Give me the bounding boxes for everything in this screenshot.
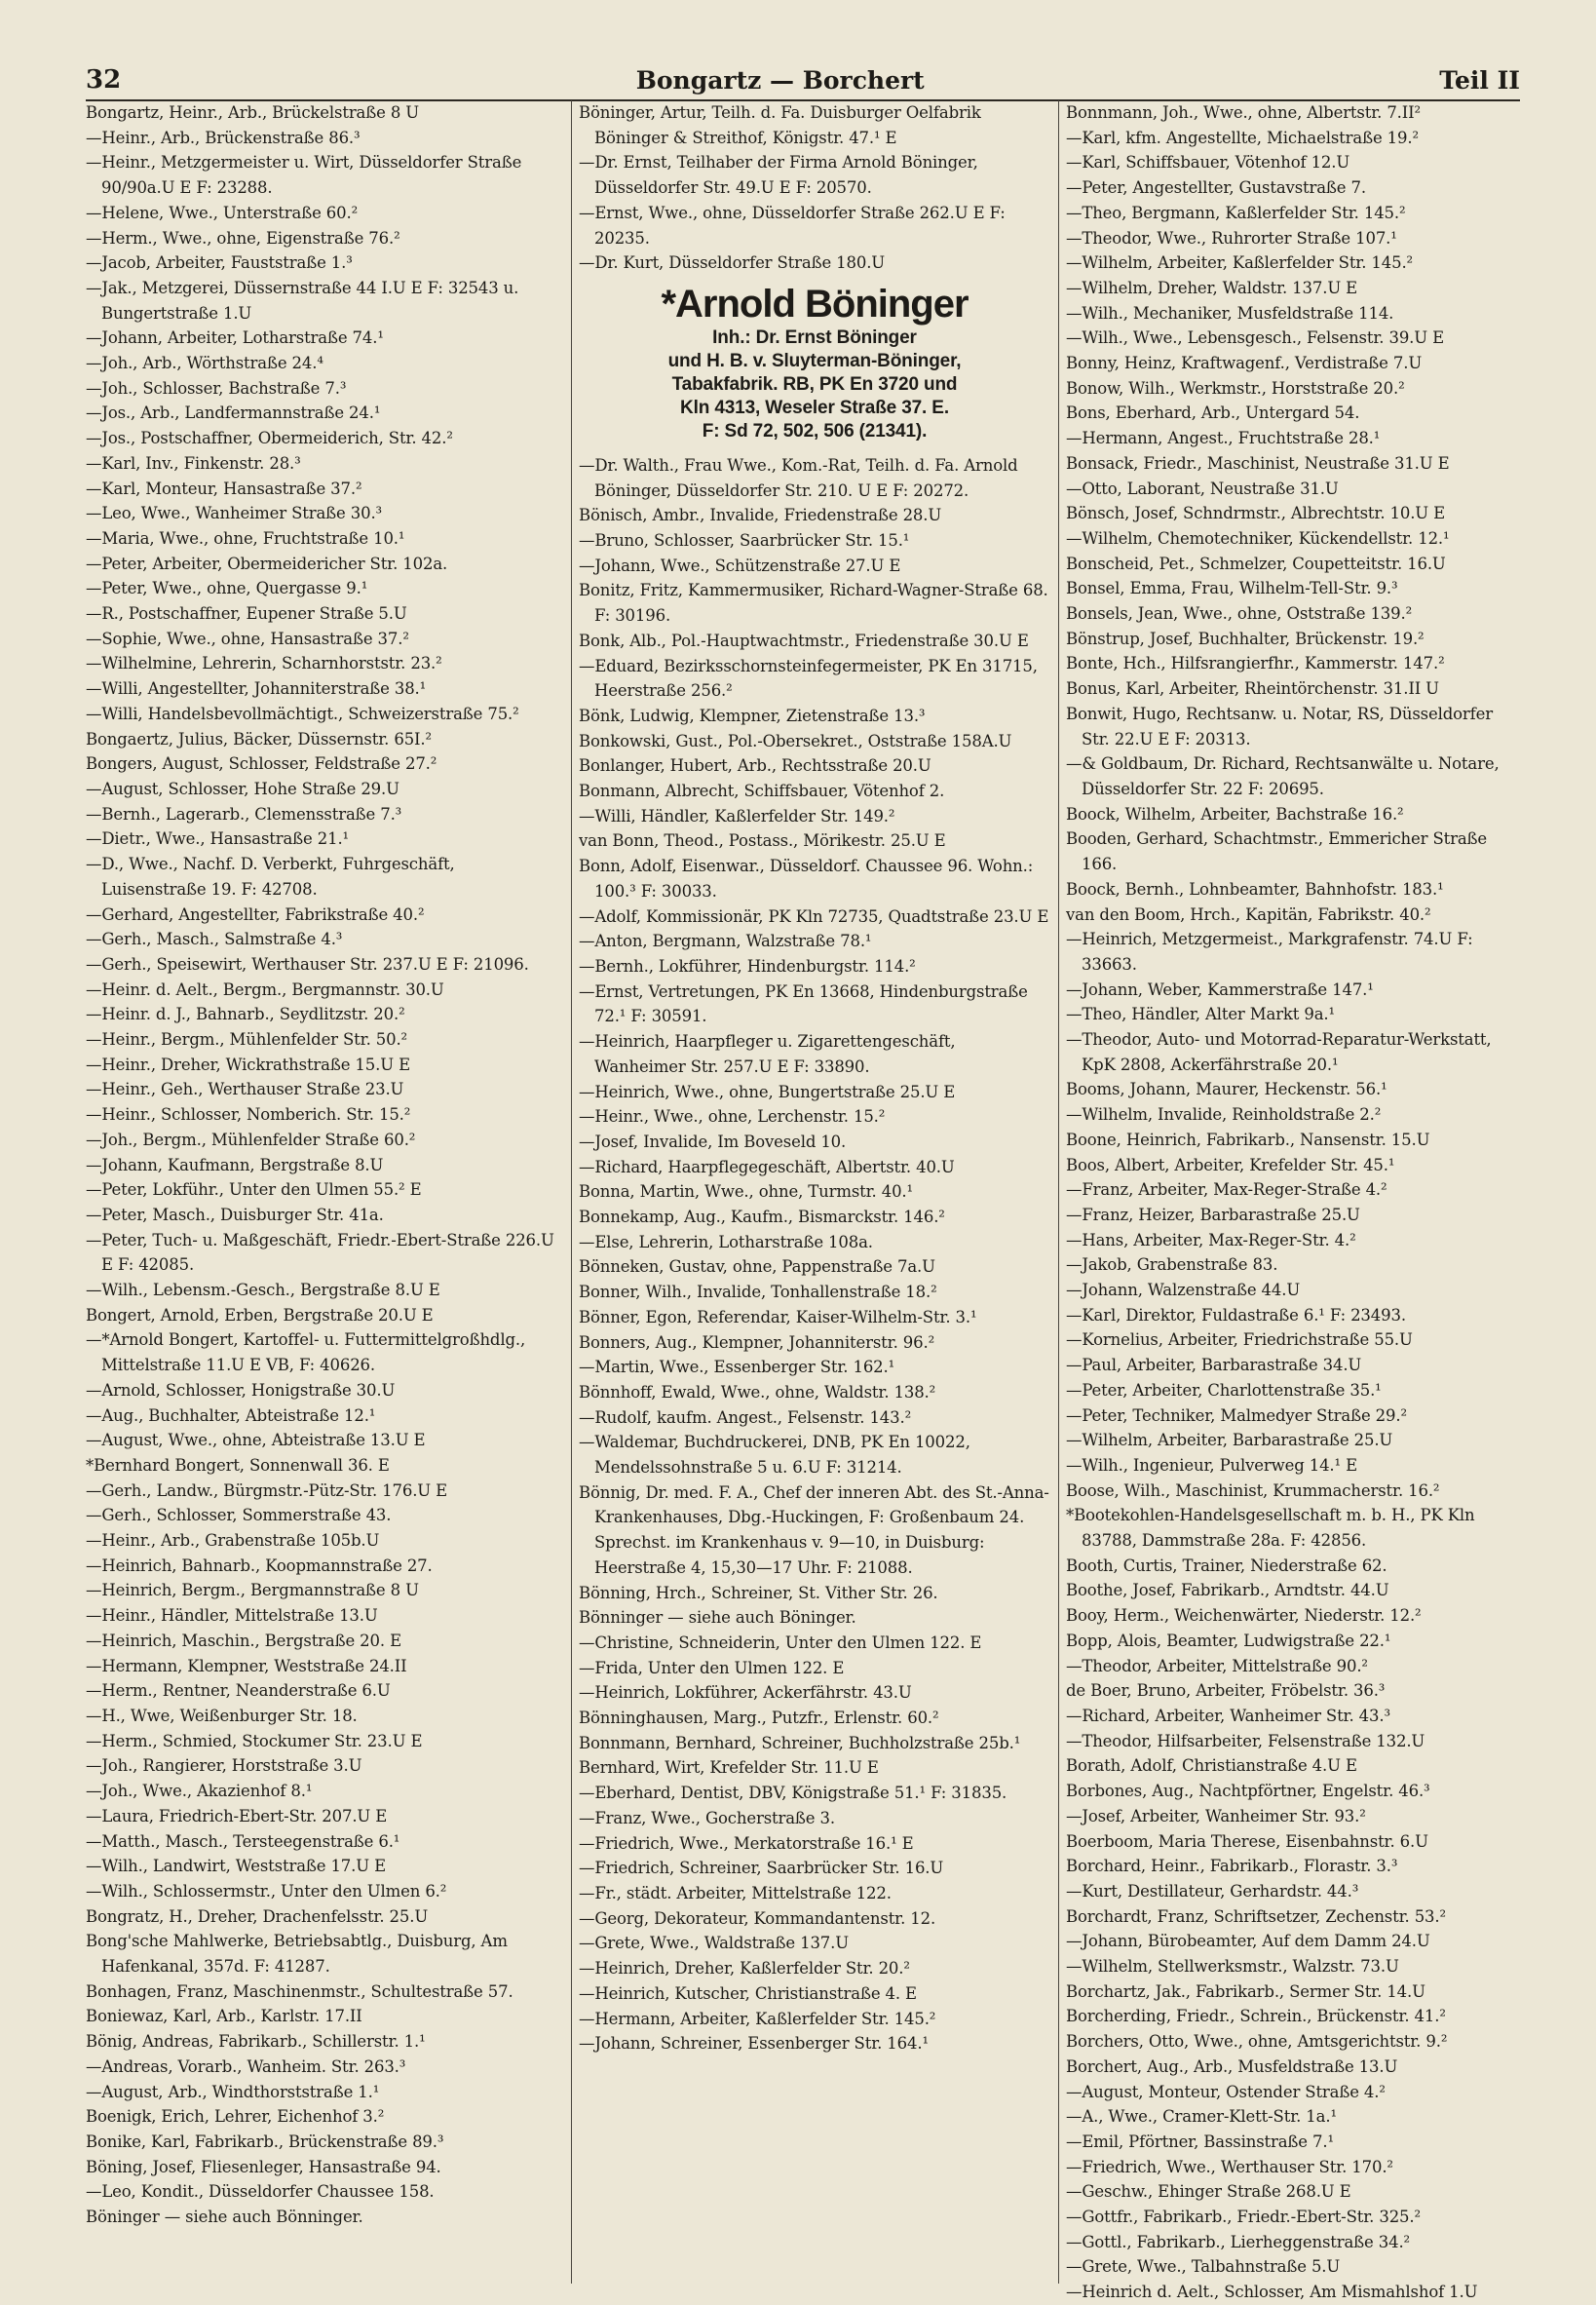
directory-entry: —Franz, Wwe., Gocherstraße 3. <box>579 1808 835 1827</box>
directory-entry: —Heinr., Schlosser, Nomberich. Str. 15.² <box>86 1105 411 1125</box>
directory-entry: Bönnhoff, Ewald, Wwe., ohne, Waldstr. 138.² <box>579 1382 936 1402</box>
directory-entry: —Peter, Wwe., ohne, Quergasse 9.¹ <box>86 579 368 598</box>
directory-entry: —Sophie, Wwe., ohne, Hansastraße 37.² <box>86 629 409 648</box>
directory-entry: —*Arnold Bongert, Kartoffel- u. Futtermittelgroßhdlg., Mittelstraße 11.U E VB, F: 40626. <box>86 1330 526 1375</box>
directory-entry: Bonow, Wilh., Werkmstr., Horststraße 20.² <box>1066 378 1405 398</box>
directory-entry: —Rudolf, kaufm. Angest., Felsenstr. 143.² <box>579 1407 912 1427</box>
directory-entry: Bonners, Aug., Klempner, Johanniterstr. 96.² <box>579 1332 935 1352</box>
directory-entry: *Bernhard Bongert, Sonnenwall 36. E <box>86 1455 390 1475</box>
directory-entry: Bonn, Adolf, Eisenwar., Düsseldorf. Chaussee 96. Wohn.: 100.³ F: 30033. <box>579 857 1034 901</box>
directory-entry: Borchard, Heinr., Fabrikarb., Florastr. 3.³ <box>1066 1857 1398 1876</box>
directory-entry: —Karl, Direktor, Fuldastraße 6.¹ F: 23493. <box>1066 1305 1406 1325</box>
directory-entry: —Theo, Bergmann, Kaßlerfelder Str. 145.² <box>1066 203 1406 222</box>
directory-entry: —Jos., Arb., Landfermannstraße 24.¹ <box>86 403 381 423</box>
directory-entry: —Kornelius, Arbeiter, Friedrichstraße 55.U <box>1066 1330 1413 1350</box>
directory-entry: —Paul, Arbeiter, Barbarastraße 34.U <box>1066 1356 1362 1375</box>
directory-entry: —Gerh., Landw., Bürgmstr.-Pütz-Str. 176.U E <box>86 1480 448 1500</box>
directory-entry: Bonsels, Jean, Wwe., ohne, Oststraße 139.² <box>1066 604 1413 624</box>
directory-entry: —Joh., Schlosser, Bachstraße 7.³ <box>86 378 347 398</box>
advertisement-line: Tabakfabrik. RB, PK En 3720 und <box>671 373 958 395</box>
directory-entry: Bongert, Arnold, Erben, Bergstraße 20.U E <box>86 1305 434 1325</box>
directory-entry: Bonwit, Hugo, Rechtsanw. u. Notar, RS, Düsseldorfer Str. 22.U E F: 20313. <box>1066 704 1493 749</box>
page-number: 32 <box>86 65 122 95</box>
directory-entry: —Johann, Schreiner, Essenberger Str. 164.¹ <box>579 2034 929 2054</box>
directory-entry: Bongaertz, Julius, Bäcker, Düssernstr. 65I.² <box>86 729 432 749</box>
directory-entry: —Gerh., Masch., Salmstraße 4.³ <box>86 930 343 949</box>
directory-entry: —Heinr., Dreher, Wickrathstraße 15.U E <box>86 1055 410 1074</box>
directory-entry: *Bootekohlen-Handelsgesellschaft m. b. H., PK Kln 83788, Dammstraße 28a. F: 42856. <box>1066 1506 1475 1551</box>
directory-entry: —Richard, Arbeiter, Wanheimer Str. 43.³ <box>1066 1707 1390 1725</box>
directory-entry: —Fr., städt. Arbeiter, Mittelstraße 122. <box>579 1884 892 1902</box>
directory-entry: Borchert, Aug., Arb., Musfeldstraße 13.U <box>1066 2056 1398 2076</box>
directory-entry: Bonitz, Fritz, Kammermusiker, Richard-Wagner-Straße 68. F: 30196. <box>579 581 1048 626</box>
directory-entry: Bong'sche Mahlwerke, Betriebsabtlg., Duisburg, Am Hafenkanal, 357d. F: 41287. <box>86 1932 508 1977</box>
directory-entry: —Heinr. d. Aelt., Bergm., Bergmannstr. 30.U <box>86 980 444 999</box>
directory-entry: Bönsch, Josef, Schndrmstr., Albrechtstr. 10.U E <box>1066 504 1446 523</box>
directory-entry: —Johann, Arbeiter, Lotharstraße 74.¹ <box>86 328 384 348</box>
directory-entry: Borcherding, Friedr., Schrein., Brückenstr. 41.² <box>1066 2007 1446 2026</box>
directory-entry: Boose, Wilh., Maschinist, Krummacherstr. 16.² <box>1066 1480 1440 1500</box>
directory-entry: —Willi, Handelsbevollmächtigt., Schweizerstraße 75.² <box>86 704 519 723</box>
directory-entry: Boothe, Josef, Fabrikarb., Arndtstr. 44.U <box>1066 1581 1389 1600</box>
directory-entry: —Dr. Kurt, Düsseldorfer Straße 180.U <box>579 253 886 273</box>
page-title: Bongartz — Borchert <box>635 65 925 95</box>
directory-entry: —Herm., Wwe., ohne, Eigenstraße 76.² <box>86 228 400 248</box>
directory-entry: —Heinrich, Dreher, Kaßlerfelder Str. 20.² <box>579 1959 910 1978</box>
directory-entry: Böninger — siehe auch Bönninger. <box>86 2208 363 2227</box>
directory-entry: —Aug., Buchhalter, Abteistraße 12.¹ <box>86 1405 376 1425</box>
directory-entry: Bonus, Karl, Arbeiter, Rheintörchenstr. 31.II U <box>1066 679 1439 699</box>
directory-entry: —Peter, Masch., Duisburger Str. 41a. <box>86 1205 384 1224</box>
directory-entry: —Peter, Angestellter, Gustavstraße 7. <box>1066 178 1366 198</box>
column-left <box>86 100 563 2284</box>
directory-entry: —Heinr., Arb., Brückenstraße 86.³ <box>86 128 361 147</box>
directory-entry: —Heinrich, Bergm., Bergmannstraße 8 U <box>86 1581 419 1600</box>
directory-entry: —Franz, Arbeiter, Max-Reger-Straße 4.² <box>1066 1180 1387 1200</box>
directory-entry: —A., Wwe., Cramer-Klett-Str. 1a.¹ <box>1066 2107 1337 2127</box>
directory-entry: —Grete, Wwe., Waldstraße 137.U <box>579 1934 849 1953</box>
directory-entry: —Theodor, Auto- und Motorrad-Reparatur-Werkstatt, KpK 2808, Ackerfährstraße 20.¹ <box>1066 1030 1492 1074</box>
directory-entry: —Wilh., Mechaniker, Musfeldstraße 114. <box>1066 303 1394 323</box>
directory-entry: —Theodor, Hilfsarbeiter, Felsenstraße 132.U <box>1066 1731 1425 1750</box>
section-label: Teil II <box>1439 65 1520 95</box>
directory-entry: —Heinr. d. J., Bahnarb., Seydlitzstr. 20.² <box>86 1005 405 1024</box>
directory-entry: —Theodor, Wwe., Ruhrorter Straße 107.¹ <box>1066 228 1397 248</box>
directory-entry: —Adolf, Kommissionär, PK Kln 72735, Quadtstraße 23.U E <box>579 906 1049 926</box>
directory-entry: de Boer, Bruno, Arbeiter, Fröbelstr. 36.³ <box>1066 1681 1386 1701</box>
directory-entry: —Peter, Tuch- u. Maßgeschäft, Friedr.-Ebert-Straße 226.U E F: 42085. <box>86 1230 554 1275</box>
directory-entry: —Hermann, Klempner, Weststraße 24.II <box>86 1656 407 1675</box>
directory-entry: —Heinrich, Haarpfleger u. Zigarettengeschäft, Wanheimer Str. 257.U E F: 33890. <box>579 1032 956 1076</box>
directory-entry: —Laura, Friedrich-Ebert-Str. 207.U E <box>86 1806 388 1825</box>
directory-entry: —Wilhelm, Stellwerksmstr., Walzstr. 73.U <box>1066 1957 1399 1977</box>
advertisement-line: F: Sd 72, 502, 506 (21341). <box>702 420 928 442</box>
directory-entry: —August, Schlosser, Hohe Straße 29.U <box>86 779 399 798</box>
directory-entry: —Josef, Invalide, Im Boveseld 10. <box>579 1132 847 1151</box>
directory-entry: —Gottfr., Fabrikarb., Friedr.-Ebert-Str. 325.² <box>1066 2208 1421 2227</box>
entry-columns <box>86 100 1518 2302</box>
directory-entry: —Helene, Wwe., Unterstraße 60.² <box>86 203 359 222</box>
directory-entry: —Otto, Laborant, Neustraße 31.U <box>1066 479 1339 498</box>
page-header <box>86 60 1520 101</box>
directory-entry: —Karl, Inv., Finkenstr. 28.³ <box>86 453 301 473</box>
directory-entry: Boone, Heinrich, Fabrikarb., Nansenstr. 15.U <box>1066 1130 1430 1149</box>
directory-entry: Bons, Eberhard, Arb., Untergard 54. <box>1066 403 1360 423</box>
directory-entry: Bönninghausen, Marg., Putzfr., Erlenstr. 60.² <box>579 1709 939 1728</box>
directory-entry: Bonmann, Albrecht, Schiffsbauer, Vötenhof 2. <box>579 782 945 801</box>
directory-entry: Bönig, Andreas, Fabrikarb., Schillerstr. 1.¹ <box>86 2032 426 2052</box>
directory-entry: —Andreas, Vorarb., Wanheim. Str. 263.³ <box>86 2056 406 2076</box>
directory-entry: Booden, Gerhard, Schachtmstr., Emmericher Straße 166. <box>1066 829 1488 874</box>
directory-entry: —Jak., Metzgerei, Düssernstraße 44 I.U E F: 32543 u. Bungertstraße 1.U <box>86 278 519 323</box>
directory-entry: —Heinr., Bergm., Mühlenfelder Str. 50.² <box>86 1030 408 1050</box>
directory-entry: —Heinr., Wwe., ohne, Lerchenstr. 15.² <box>579 1107 886 1127</box>
directory-entry: —Johann, Weber, Kammerstraße 147.¹ <box>1066 980 1374 999</box>
directory-entry: —Wilh., Wwe., Lebensgesch., Felsenstr. 39.U E <box>1066 328 1445 348</box>
directory-entry: —Peter, Techniker, Malmedyer Straße 29.² <box>1066 1405 1407 1425</box>
directory-entry: —Waldemar, Buchdruckerei, DNB, PK En 10022, Mendelssohnstraße 5 u. 6.U F: 31214. <box>579 1433 970 1478</box>
directory-entry: Borchardt, Franz, Schriftsetzer, Zechenstr. 53.² <box>1066 1906 1446 1926</box>
directory-entry: —Christine, Schneiderin, Unter den Ulmen 122. E <box>579 1633 982 1652</box>
directory-entry: Bongartz, Heinr., Arb., Brückelstraße 8 U <box>86 103 420 122</box>
directory-entry: —Dr. Ernst, Teilhaber der Firma Arnold Böninger, Düsseldorfer Str. 49.U E F: 20570. <box>579 153 978 198</box>
directory-entry: Booms, Johann, Maurer, Heckenstr. 56.¹ <box>1066 1080 1387 1099</box>
directory-entry: —Matth., Masch., Tersteegenstraße 6.¹ <box>86 1831 400 1851</box>
directory-entry: Boenigk, Erich, Lehrer, Eichenhof 3.² <box>86 2107 385 2127</box>
directory-entry: —Theo, Händler, Alter Markt 9a.¹ <box>1066 1005 1335 1024</box>
directory-entry: Bonlanger, Hubert, Arb., Rechtsstraße 20.U <box>579 756 931 776</box>
directory-entry: —Peter, Arbeiter, Charlottenstraße 35.¹ <box>1066 1380 1382 1400</box>
directory-entry: —Dr. Walth., Frau Wwe., Kom.-Rat, Teilh. d. Fa. Arnold Böninger, Düsseldorfer Str. 210. U E F: 20272. <box>579 455 1018 500</box>
directory-entry: —Wilhelm, Invalide, Reinholdstraße 2.² <box>1066 1105 1382 1125</box>
directory-entry: Booy, Herm., Weichenwärter, Niederstr. 12.² <box>1066 1606 1422 1626</box>
column-divider <box>1058 100 1059 2284</box>
directory-entry: Bönstrup, Josef, Buchhalter, Brückenstr. 19.² <box>1066 629 1425 648</box>
directory-entry: Bönner, Egon, Referendar, Kaiser-Wilhelm-Str. 3.¹ <box>579 1307 977 1326</box>
directory-entry: Bonkowski, Gust., Pol.-Obersekret., Oststraße 158A.U <box>579 731 1012 750</box>
directory-entry: Borbones, Aug., Nachtpförtner, Engelstr. 46.³ <box>1066 1782 1430 1801</box>
directory-entry: Bönisch, Ambr., Invalide, Friedenstraße 28.U <box>579 506 942 525</box>
column-right <box>1066 100 1518 2302</box>
directory-entry: Bonike, Karl, Fabrikarb., Brückenstraße 89.³ <box>86 2132 444 2151</box>
directory-entry: —Bernh., Lokführer, Hindenburgstr. 114.² <box>579 956 916 976</box>
directory-entry: —August, Arb., Windthorststraße 1.¹ <box>86 2082 380 2101</box>
directory-entry: —Eberhard, Dentist, DBV, Königstraße 51.¹ F: 31835. <box>579 1784 1007 1803</box>
directory-entry: —Heinr., Metzgermeister u. Wirt, Düsseldorfer Straße 90/90a.U E F: 23288. <box>86 153 522 198</box>
directory-entry: Bonnekamp, Aug., Kaufm., Bismarckstr. 146.² <box>579 1208 945 1227</box>
directory-entry: —Richard, Haarpflegegeschäft, Albertstr. 40.U <box>579 1157 955 1176</box>
directory-entry: —Heinr., Geh., Werthauser Straße 23.U <box>86 1080 404 1099</box>
directory-entry: —Maria, Wwe., ohne, Fruchtstraße 10.¹ <box>86 528 405 548</box>
directory-entry: —Anton, Bergmann, Walzstraße 78.¹ <box>579 932 872 951</box>
directory-entry: —Martin, Wwe., Essenberger Str. 162.¹ <box>579 1358 895 1377</box>
directory-entry: —Karl, Schiffsbauer, Vötenhof 12.U <box>1066 153 1350 173</box>
directory-entry: —Johann, Kaufmann, Bergstraße 8.U <box>86 1155 384 1174</box>
directory-entry: —Leo, Wwe., Wanheimer Straße 30.³ <box>86 504 383 523</box>
directory-entry: Bönning, Hrch., Schreiner, St. Vither Str. 26. <box>579 1583 938 1602</box>
directory-entry: —Wilhelm, Arbeiter, Kaßlerfelder Str. 145.² <box>1066 253 1414 273</box>
directory-entry: Bonnmann, Joh., Wwe., ohne, Albertstr. 7.II² <box>1066 103 1421 122</box>
directory-entry: Boniewaz, Karl, Arb., Karlstr. 17.II <box>86 2007 362 2026</box>
directory-entry: —Emil, Pförtner, Bassinstraße 7.¹ <box>1066 2132 1334 2151</box>
directory-entry: —Heinrich, Maschin., Bergstraße 20. E <box>86 1631 401 1650</box>
directory-entry: —Grete, Wwe., Talbahnstraße 5.U <box>1066 2257 1341 2277</box>
column-middle <box>579 100 1050 2284</box>
directory-entry: Bonte, Hch., Hilfsrangierfhr., Kammerstr. 147.² <box>1066 654 1445 673</box>
directory-entry: —Herm., Rentner, Neanderstraße 6.U <box>86 1681 391 1701</box>
directory-entry: —D., Wwe., Nachf. D. Verberkt, Fuhrgeschäft, Luisenstraße 19. F: 42708. <box>86 855 455 899</box>
directory-entry: Bonner, Wilh., Invalide, Tonhallenstraße 18.² <box>579 1283 937 1302</box>
directory-entry: —Friedrich, Wwe., Werthauser Str. 170.² <box>1066 2157 1393 2176</box>
directory-entry: —Eduard, Bezirksschornsteinfegermeister, PK En 31715, Heerstraße 256.² <box>579 656 1038 701</box>
directory-entry: —Karl, kfm. Angestellte, Michaelstraße 19.² <box>1066 128 1419 147</box>
directory-entry: —Jakob, Grabenstraße 83. <box>1066 1255 1278 1275</box>
directory-entry: —Jos., Postschaffner, Obermeiderich, Str. 42.² <box>86 429 453 448</box>
directory-entry: —Joh., Wwe., Akazienhof 8.¹ <box>86 1782 313 1801</box>
directory-entry: —H., Wwe, Weißenburger Str. 18. <box>86 1707 358 1725</box>
directory-entry: —Leo, Kondit., Düsseldorfer Chaussee 158. <box>86 2182 435 2202</box>
directory-entry: Boock, Wilhelm, Arbeiter, Bachstraße 16.² <box>1066 804 1404 824</box>
directory-entry: —Georg, Dekorateur, Kommandantenstr. 12. <box>579 1908 936 1928</box>
directory-entry: —Heinrich, Bahnarb., Koopmannstraße 27. <box>86 1556 433 1575</box>
directory-entry: —Hermann, Angest., Fruchtstraße 28.¹ <box>1066 429 1381 448</box>
directory-entry: Boerboom, Maria Therese, Eisenbahnstr. 6.U <box>1066 1831 1428 1851</box>
directory-entry: —Arnold, Schlosser, Honigstraße 30.U <box>86 1380 396 1400</box>
directory-entry: —Friedrich, Schreiner, Saarbrücker Str. 16.U <box>579 1859 944 1878</box>
directory-entry: —Gottl., Fabrikarb., Lierheggenstraße 34.² <box>1066 2232 1411 2251</box>
directory-entry: —Heinrich, Wwe., ohne, Bungertstraße 25.U E <box>579 1082 956 1101</box>
directory-entry: Bönninger — siehe auch Böninger. <box>579 1608 856 1628</box>
directory-entry: —Gerh., Speisewirt, Werthauser Str. 237.U E F: 21096. <box>86 954 529 974</box>
directory-entry: —Heinr., Händler, Mittelstraße 13.U <box>86 1606 378 1626</box>
directory-entry: —Wilhelm, Arbeiter, Barbarastraße 25.U <box>1066 1431 1393 1450</box>
directory-entry: —Wilh., Landwirt, Weststraße 17.U E <box>86 1857 386 1876</box>
directory-entry: —Franz, Heizer, Barbarastraße 25.U <box>1066 1205 1360 1224</box>
directory-entry: van Bonn, Theod., Postass., Mörikestr. 25.U E <box>579 831 946 851</box>
directory-entry: Borchers, Otto, Wwe., ohne, Amtsgerichtstr. 9.² <box>1066 2032 1448 2052</box>
directory-entry: —Friedrich, Wwe., Merkatorstraße 16.¹ E <box>579 1833 914 1853</box>
advertisement-arnold-boeninger <box>579 282 1050 443</box>
directory-entry: Bongratz, H., Dreher, Drachenfelsstr. 25.U <box>86 1906 429 1926</box>
directory-entry: Bonscheid, Pet., Schmelzer, Coupetteitstr. 16.U <box>1066 554 1446 573</box>
directory-entry: —August, Monteur, Ostender Straße 4.² <box>1066 2082 1386 2101</box>
directory-entry: —Ernst, Vertretungen, PK En 13668, Hindenburgstraße 72.¹ F: 30591. <box>579 981 1028 1026</box>
directory-entry: Bonk, Alb., Pol.-Hauptwachtmstr., Friedenstraße 30.U E <box>579 631 1029 650</box>
directory-entry: Böninger, Artur, Teilh. d. Fa. Duisburger Oelfabrik Böninger & Streithof, Königstr. 47.¹ E <box>579 103 981 147</box>
directory-entry: —Gerh., Schlosser, Sommerstraße 43. <box>86 1506 392 1525</box>
directory-entry: —& Goldbaum, Dr. Richard, Rechtsanwälte u. Notare, Düsseldorfer Str. 22 F: 20695. <box>1066 754 1500 798</box>
directory-entry: —Peter, Arbeiter, Obermeidericher Str. 102a. <box>86 554 448 573</box>
directory-entry: —Bernh., Lagerarb., Clemensstraße 7.³ <box>86 804 402 824</box>
directory-entry: —Joh., Arb., Wörthstraße 24.⁴ <box>86 354 323 373</box>
directory-entry: —Hans, Arbeiter, Max-Reger-Str. 4.² <box>1066 1230 1356 1249</box>
directory-entry: —August, Wwe., ohne, Abteistraße 13.U E <box>86 1431 426 1450</box>
directory-entry: —Hermann, Arbeiter, Kaßlerfelder Str. 145.² <box>579 2009 936 2028</box>
directory-entry: —Gerhard, Angestellter, Fabrikstraße 40.² <box>86 904 425 924</box>
directory-entry: —Bruno, Schlosser, Saarbrücker Str. 15.¹ <box>579 531 910 551</box>
directory-entry: —Wilhelm, Dreher, Waldstr. 137.U E <box>1066 278 1358 297</box>
directory-entry: —Dietr., Wwe., Hansastraße 21.¹ <box>86 829 350 849</box>
directory-entry: Boos, Albert, Arbeiter, Krefelder Str. 45.¹ <box>1066 1155 1395 1174</box>
directory-entry: —R., Postschaffner, Eupener Straße 5.U <box>86 604 407 624</box>
directory-entry: —Wilh., Ingenieur, Pulverweg 14.¹ E <box>1066 1455 1357 1475</box>
directory-entry: —Else, Lehrerin, Lotharstraße 108a. <box>579 1232 873 1251</box>
directory-entry: —Karl, Monteur, Hansastraße 37.² <box>86 479 362 498</box>
directory-entry: Bönnig, Dr. med. F. A., Chef der inneren Abt. des St.-Anna-Krankenhauses, Dbg.-Huckingen, F: Großenbaum 24. Sprechst. im Krankenhaus v. 9—10, in Duisburg: Heerstraße 4, 15,30—17 Uhr. F: 21088. <box>579 1482 1049 1577</box>
directory-entry: —Theodor, Arbeiter, Mittelstraße 90.² <box>1066 1656 1368 1675</box>
directory-entry: —Peter, Lokführ., Unter den Ulmen 55.² E <box>86 1180 422 1200</box>
directory-entry: —Wilh., Schlossermstr., Unter den Ulmen 6.² <box>86 1881 447 1901</box>
directory-entry: —Joh., Bergm., Mühlenfelder Straße 60.² <box>86 1130 416 1149</box>
directory-entry: Bonny, Heinz, Kraftwagenf., Verdistraße 7.U <box>1066 354 1423 373</box>
directory-entry: Bönk, Ludwig, Klempner, Zietenstraße 13.³ <box>579 706 926 725</box>
directory-entry: —Heinrich, Lokführer, Ackerfährstr. 43.U <box>579 1683 912 1703</box>
directory-entry: van den Boom, Hrch., Kapitän, Fabrikstr. 40.² <box>1066 904 1431 924</box>
directory-entry: —Johann, Walzenstraße 44.U <box>1066 1281 1301 1300</box>
directory-entry: —Heinrich d. Aelt., Schlosser, Am Mismahlshof 1.U <box>1066 2283 1478 2302</box>
directory-entry: —Heinrich, Metzgermeist., Markgrafenstr. 74.U F: 33663. <box>1066 930 1473 974</box>
directory-entry: Böning, Josef, Fliesenleger, Hansastraße 94. <box>86 2157 441 2176</box>
column-divider <box>571 100 572 2284</box>
directory-entry: Bonsack, Friedr., Maschinist, Neustraße 31.U E <box>1066 453 1450 473</box>
advertisement-line: und H. B. v. Sluyterman-Böninger, <box>667 350 962 371</box>
directory-entry: —Geschw., Ehinger Straße 268.U E <box>1066 2182 1351 2202</box>
directory-entry: Bongers, August, Schlosser, Feldstraße 27.² <box>86 754 437 774</box>
directory-entry: —Wilhelm, Chemotechniker, Kückendellstr. 12.¹ <box>1066 528 1450 548</box>
directory-entry: Bopp, Alois, Beamter, Ludwigstraße 22.¹ <box>1066 1631 1391 1650</box>
directory-entry: —Kurt, Destillateur, Gerhardstr. 44.³ <box>1066 1881 1359 1901</box>
directory-entry: —Wilhelmine, Lehrerin, Scharnhorststr. 23.² <box>86 654 442 673</box>
advertisement-line: Inh.: Dr. Ernst Böninger <box>712 327 917 348</box>
directory-entry: —Frida, Unter den Ulmen 122. E <box>579 1658 845 1677</box>
directory-entry: Bonhagen, Franz, Maschinenmstr., Schultestraße 57. <box>86 1981 513 2001</box>
directory-entry: Bonsel, Emma, Frau, Wilhelm-Tell-Str. 9.³ <box>1066 579 1398 598</box>
directory-entry: —Josef, Arbeiter, Wanheimer Str. 93.² <box>1066 1806 1366 1825</box>
directory-entry: —Heinrich, Kutscher, Christianstraße 4. E <box>579 1983 917 2003</box>
directory-entry: Borchartz, Jak., Fabrikarb., Sermer Str. 14.U <box>1066 1981 1425 2001</box>
directory-entry: —Heinr., Arb., Grabenstraße 105b.U <box>86 1531 380 1551</box>
directory-entry: Bönneken, Gustav, ohne, Pappenstraße 7a.U <box>579 1257 935 1277</box>
advertisement-title: *Arnold Böninger <box>661 282 969 326</box>
directory-entry: Bonnmann, Bernhard, Schreiner, Buchholzstraße 25b.¹ <box>579 1733 1021 1752</box>
directory-entry: —Jacob, Arbeiter, Fauststraße 1.³ <box>86 253 353 273</box>
directory-entry: —Joh., Rangierer, Horststraße 3.U <box>86 1756 362 1776</box>
directory-entry: —Wilh., Lebensm.-Gesch., Bergstraße 8.U E <box>86 1281 440 1300</box>
directory-entry: —Herm., Schmied, Stockumer Str. 23.U E <box>86 1731 423 1750</box>
directory-entry: —Johann, Bürobeamter, Auf dem Damm 24.U <box>1066 1932 1430 1951</box>
directory-entry: Bernhard, Wirt, Krefelder Str. 11.U E <box>579 1758 879 1778</box>
directory-entry: Boock, Bernh., Lohnbeamter, Bahnhofstr. 183.¹ <box>1066 879 1444 899</box>
directory-entry: —Johann, Wwe., Schützenstraße 27.U E <box>579 556 901 575</box>
directory-entry: —Willi, Angestellter, Johanniterstraße 38.¹ <box>86 679 427 699</box>
directory-entry: —Willi, Händler, Kaßlerfelder Str. 149.² <box>579 806 895 826</box>
directory-entry: Borath, Adolf, Christianstraße 4.U E <box>1066 1756 1357 1776</box>
directory-entry: —Ernst, Wwe., ohne, Düsseldorfer Straße 262.U E F: 20235. <box>579 203 1006 248</box>
directory-entry: Booth, Curtis, Trainer, Niederstraße 62. <box>1066 1556 1387 1575</box>
directory-entry: Bonna, Martin, Wwe., ohne, Turmstr. 40.¹ <box>579 1182 913 1202</box>
advertisement-line: Kln 4313, Weseler Straße 37. E. <box>680 397 949 418</box>
